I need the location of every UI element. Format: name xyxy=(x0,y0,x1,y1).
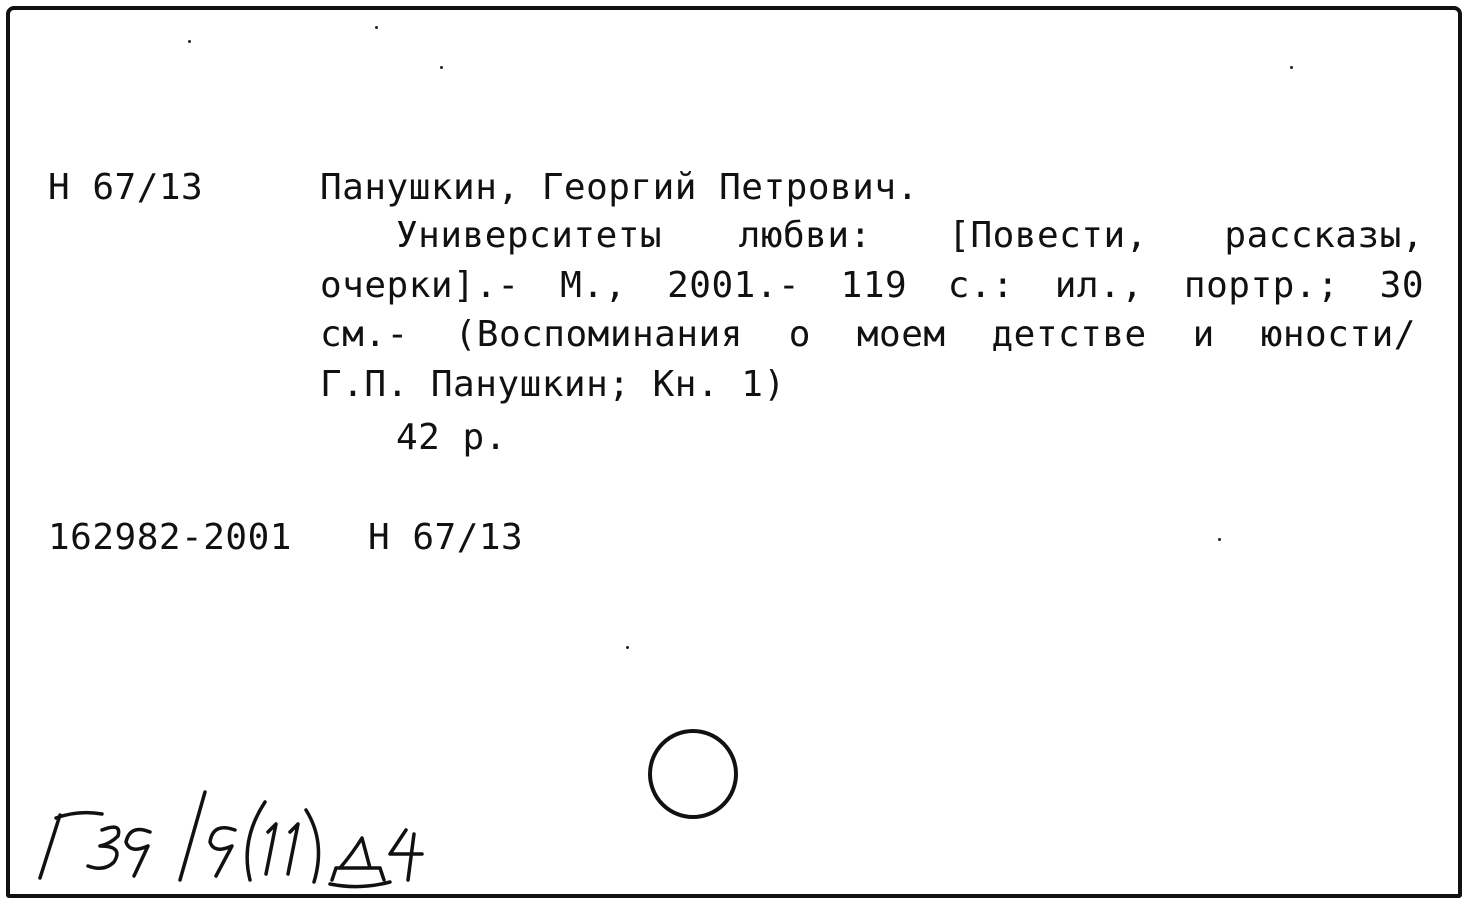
punch-hole xyxy=(648,729,738,819)
description-line-1 xyxy=(396,212,1424,260)
handwritten-note-drawing xyxy=(30,770,430,900)
description-line-2 xyxy=(320,262,1424,310)
description-line-3 xyxy=(320,311,1416,359)
word: 2001.- xyxy=(667,265,801,306)
speck xyxy=(1290,66,1293,69)
word: моем xyxy=(856,314,946,355)
word: детстве xyxy=(991,314,1147,355)
word: очерки].- xyxy=(320,265,520,306)
word: М., xyxy=(560,265,627,306)
word: юности/ xyxy=(1260,314,1416,355)
shelfmark: Н 67/13 xyxy=(48,167,204,208)
word: 30 xyxy=(1379,265,1424,306)
word: и xyxy=(1192,314,1215,355)
speck xyxy=(440,66,443,69)
price: 42 р. xyxy=(396,417,507,458)
description-line-4: Г.П. Панушкин; Кн. 1) xyxy=(320,364,786,405)
speck xyxy=(375,26,378,29)
word: портр.; xyxy=(1183,265,1340,306)
speck xyxy=(626,646,629,649)
speck xyxy=(188,40,191,43)
word: любви: xyxy=(738,215,872,256)
word: ил., xyxy=(1054,265,1144,306)
word: рассказы, xyxy=(1224,215,1424,256)
inventory-number: 162982-2001 xyxy=(48,517,292,558)
inventory-shelfmark: Н 67/13 xyxy=(368,517,524,558)
word: (Воспоминания xyxy=(454,314,743,355)
word: 119 xyxy=(840,265,908,306)
author-heading: Панушкин, Георгий Петрович. xyxy=(320,167,919,208)
word: [Повести, xyxy=(948,215,1148,256)
word: Университеты xyxy=(396,215,663,256)
word: о xyxy=(788,314,811,355)
word: с.: xyxy=(947,265,1015,306)
word: см.- xyxy=(320,314,409,355)
speck xyxy=(1218,538,1221,541)
